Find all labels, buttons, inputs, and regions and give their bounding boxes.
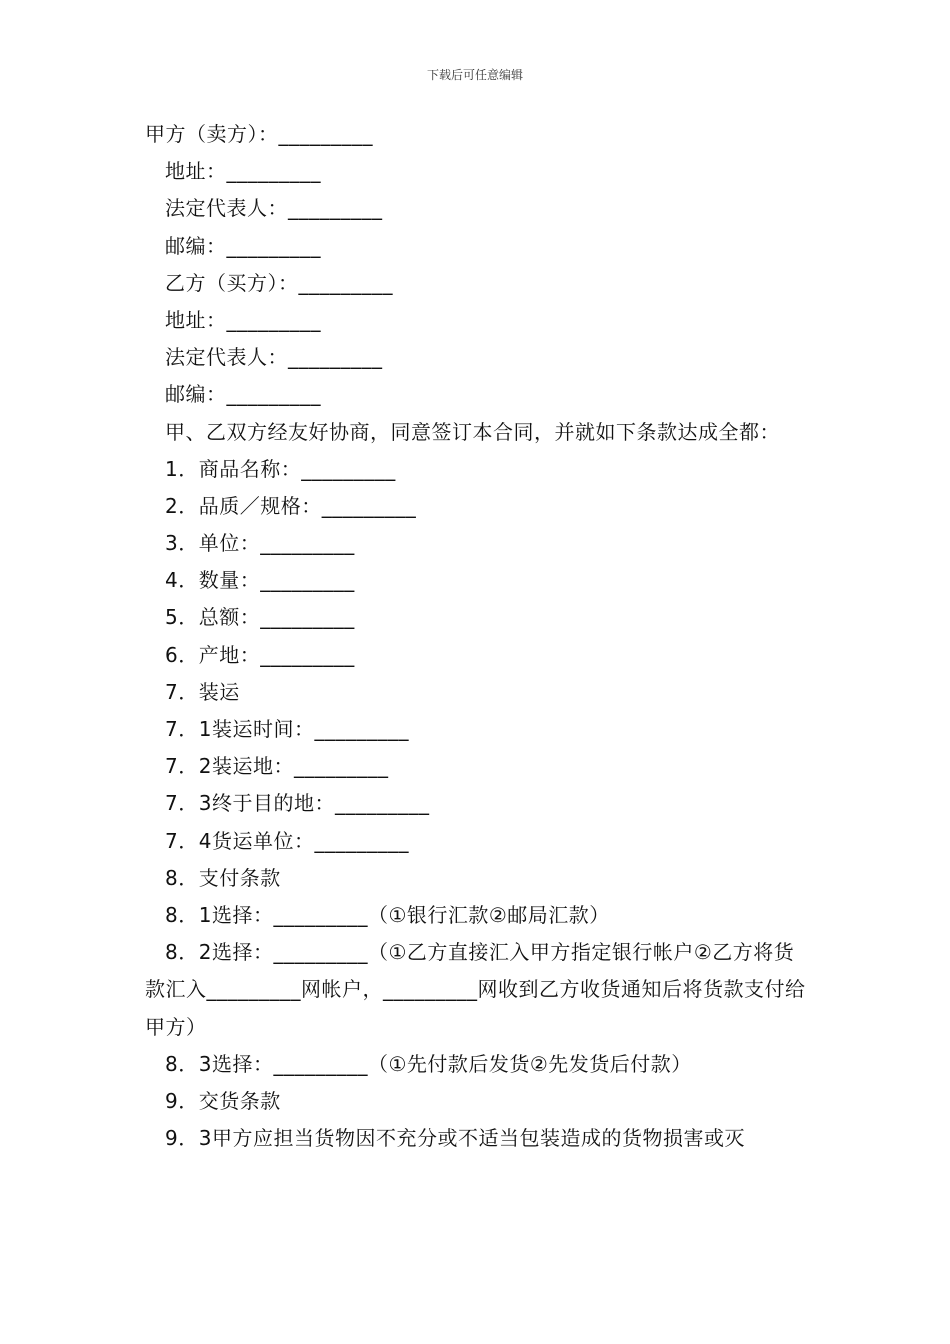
clause-unit: 3．单位：_________: [165, 531, 355, 556]
clause-origin: 6．产地：_________: [165, 642, 355, 667]
clause-payment-option-3: 8．3选择：_________（①先付款后发货②先发货后付款）: [165, 1051, 692, 1076]
contract-body: [145, 116, 810, 1157]
clause-quantity: 4．数量：_________: [165, 568, 355, 593]
clause-destination: 7．3终于目的地：_________: [165, 791, 430, 816]
clause-shipping-heading: 7．装运: [165, 679, 240, 704]
buyer-line: 乙方（买方）：_________: [165, 270, 393, 295]
buyer-legal-rep-line: 法定代表人：_________: [165, 345, 383, 370]
clause-payment-heading: 8．支付条款: [165, 865, 281, 890]
clause-quality-spec: 2．品质／规格：_________: [165, 493, 417, 518]
seller-legal-rep-line: 法定代表人：_________: [165, 196, 383, 221]
buyer-address-line: 地址：_________: [165, 307, 321, 332]
clause-product-name: 1．商品名称：_________: [165, 456, 396, 481]
clause-shipping-place: 7．2装运地：_________: [165, 754, 389, 779]
agreement-intro-paragraph: 甲、乙双方经友好协商，同意签订本合同，并就如下条款达成全都：: [165, 419, 780, 444]
clause-carrier: 7．4货运单位：_________: [165, 828, 409, 853]
clause-payment-option-1: 8．1选择：_________（①银行汇款②邮局汇款）: [165, 902, 610, 927]
page-header: 下载后可任意编辑: [426, 68, 523, 82]
clause-delivery-packaging: 9．3甲方应担当货物因不充分或不适当包装造成的货物损害或灭: [165, 1126, 745, 1151]
clause-total-amount: 5．总额：_________: [165, 605, 355, 630]
buyer-postcode-line: 邮编：_________: [165, 382, 321, 407]
clause-delivery-heading: 9．交货条款: [165, 1088, 281, 1113]
seller-address-line: 地址：_________: [165, 159, 321, 184]
clause-shipping-time: 7．1装运时间：_________: [165, 717, 409, 742]
seller-postcode-line: 邮编：_________: [165, 233, 321, 258]
seller-line: 甲方（卖方）：_________: [145, 122, 373, 146]
clause-payment-option-2: 8．2选择：_________（①乙方直接汇入甲方指定银行帐户②乙方将货款汇入_________网帐户，_________网收到乙方收货通知后将货款支付给甲方）: [145, 940, 806, 1039]
